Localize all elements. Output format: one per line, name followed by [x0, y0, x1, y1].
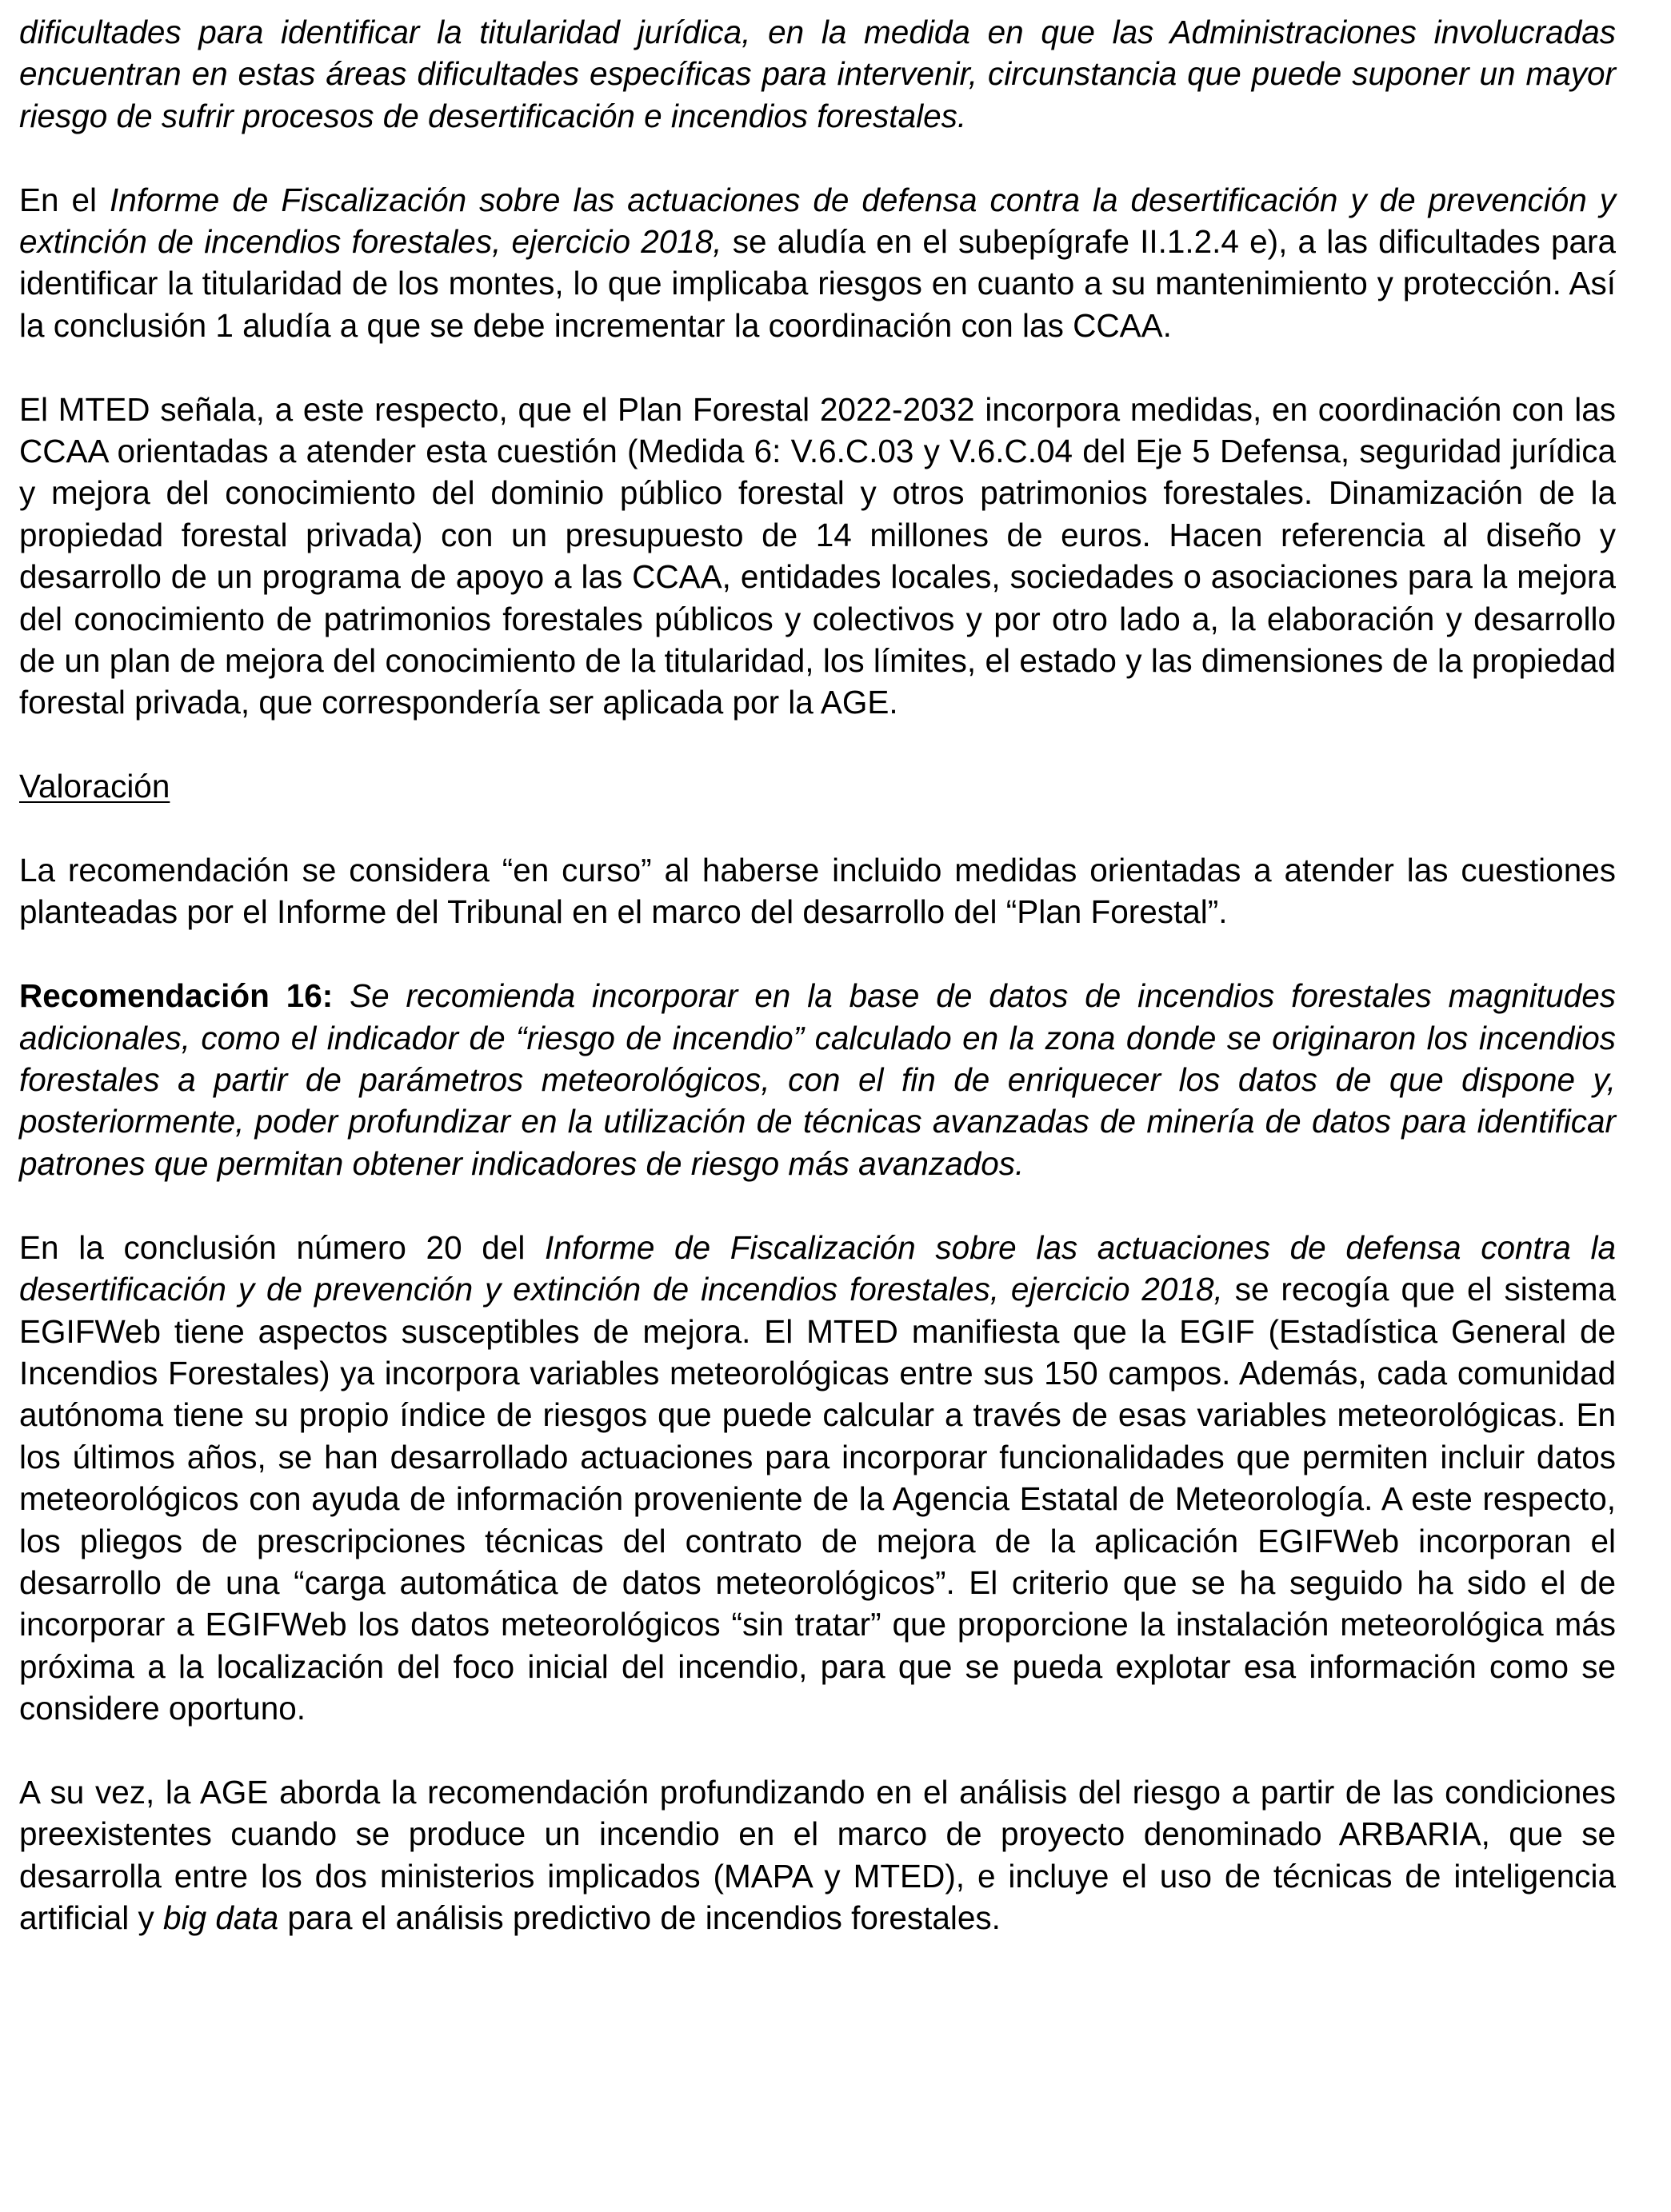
document-page: [19, 11, 1616, 1939]
recommendation-label: Recomendación 16:: [19, 977, 334, 1015]
paragraph-lead: A su vez, la AGE aborda la recomendación profundizando en el análisis del riesgo a partir de las condiciones preexistentes cuando se produce un incendio en el marco de proyecto denominado ARBARIA, que se desarrolla entre los dos ministerios implicados (MAPA y MTED), e incluye el uso de técnicas de inteligencia artificial y: [19, 1773, 1616, 1937]
paragraph-conclusion-20: [19, 1227, 1616, 1730]
paragraph-lead: En la conclusión número 20 del: [19, 1228, 546, 1266]
paragraph-text: dificultades para identificar la titularidad jurídica, en la medida en que las Administraciones involucradas encuentran en estas áreas dificultades específicas para intervenir, circunstancia que puede suponer un mayor riesgo de sufrir procesos de desertificación e incendios forestales.: [19, 14, 1616, 134]
paragraph-titularidad-continuation: [19, 11, 1616, 137]
report-title: Informe de Fiscalización sobre las actuaciones de defensa contra la desertificación y de prevención y extinción de incendios forestales, ejercicio 2018,: [19, 1228, 1616, 1308]
paragraph-arbaria: [19, 1771, 1616, 1939]
paragraph-rest: se aludía en el subepígrafe II.1.2.4 e), a las dificultades para identificar la titularidad de los montes, lo que implicaba riesgos en cuanto a su mantenimiento y protección. Así la conclusión 1 aludía a que se debe incrementar la coordinación con las CCAA.: [19, 223, 1616, 344]
paragraph-text: La recomendación se considera “en curso” al haberse incluido medidas orientadas a atender las cuestiones planteadas por el Informe del Tribunal en el marco del desarrollo del “Plan Forestal”.: [19, 852, 1616, 931]
paragraph-valoracion: [19, 849, 1616, 933]
recommendation-text: Se recomienda incorporar en la base de datos de incendios forestales magnitudes adicionales, como el indicador de “riesgo de incendio” calculado en la zona donde se originaron los incendios forestales a partir de parámetros meteorológicos, con el fin de enriquecer los datos de que dispone y, posteriormente, poder profundizar en la utilización de técnicas avanzadas de minería de datos para identificar patrones que permitan obtener indicadores de riesgo más avanzados.: [19, 977, 1616, 1182]
paragraph-informe-fiscalizacion: [19, 179, 1616, 347]
paragraph-recomendacion-16: [19, 975, 1616, 1184]
paragraph-lead: En el: [19, 181, 110, 218]
paragraph-text: El MTED señala, a este respecto, que el Plan Forestal 2022-2032 incorpora medidas, en coordinación con las CCAA orientadas a atender esta cuestión (Medida 6: V.6.C.03 y V.6.C.04 del Eje 5 Defensa, seguridad jurídica y mejora del conocimiento del dominio público forestal y otros patrimonios forestales. Dinamización de la propiedad forestal privada) con un presupuesto de 14 millones de euros. Hacen referencia al diseño y desarrollo de un programa de apoyo a las CCAA, entidades locales, sociedades o asociaciones para la mejora del conocimiento de patrimonios forestales públicos y colectivos y por otro lado a, la elaboración y desarrollo de un plan de mejora del conocimiento de la titularidad, los límites, el estado y las dimensiones de la propiedad forestal privada, que correspondería ser aplicada por la AGE.: [19, 390, 1616, 721]
section-heading: Valoración: [19, 768, 170, 805]
paragraph-rest: para el análisis predictivo de incendios forestales.: [278, 1899, 1001, 1937]
valoracion-heading: [19, 765, 1616, 807]
report-title: Informe de Fiscalización sobre las actuaciones de defensa contra la desertificación y de prevención y extinción de incendios forestales, ejercicio 2018,: [19, 181, 1616, 261]
big-data-term: big data: [163, 1899, 279, 1937]
paragraph-rest: se recogía que el sistema EGIFWeb tiene aspectos susceptibles de mejora. El MTED manifiesta que la EGIF (Estadística General de Incendios Forestales) ya incorpora variables meteorológicas entre sus 150 campos. Además, cada comunidad autónoma tiene su propio índice de riesgos que puede calcular a través de esas variables meteorológicas. En los últimos años, se han desarrollado actuaciones para incorporar funcionalidades que permiten incluir datos meteorológicos con ayuda de información proveniente de la Agencia Estatal de Meteorología. A este respecto, los pliegos de prescripciones técnicas del contrato de mejora de la aplicación EGIFWeb incorporan el desarrollo de una “carga automática de datos meteorológicos”. El criterio que se ha seguido ha sido el de incorporar a EGIFWeb los datos meteorológicos “sin tratar” que proporcione la instalación meteorológica más próxima a la localización del foco inicial del incendio, para que se pueda explotar esa información como se considere oportuno.: [19, 1271, 1616, 1727]
paragraph-mted-plan-forestal: [19, 389, 1616, 724]
